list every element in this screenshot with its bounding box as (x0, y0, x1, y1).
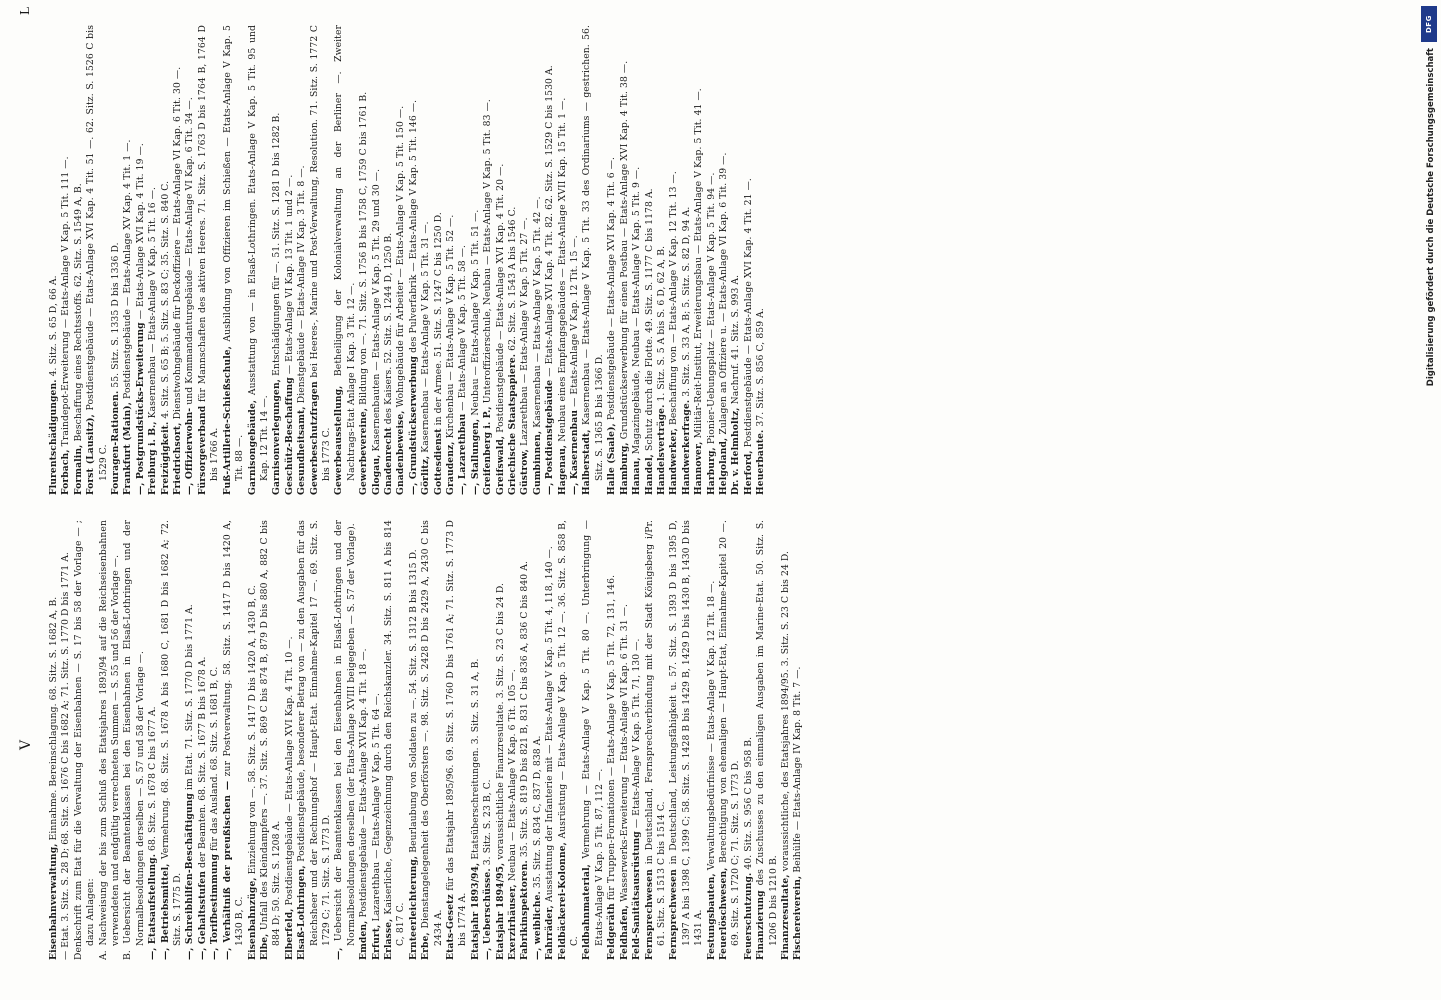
index-entry (433, 25, 445, 495)
index-keyword: Ernteerleichterung, (407, 855, 419, 960)
index-reference: Denkschrift zum Etat für die Verwaltung der Eisenbahnen — S. 17 bis 58 der Vorlage — ; dazu Anlagen: (72, 520, 97, 960)
index-keyword: Gnadenbeweise, (395, 410, 407, 495)
index-keyword: Handelsverträge. (655, 404, 667, 495)
index-reference: für Truppen-Formationen — Etats-Anlage V Kap. 5 Tit. 72, 131, 146. (606, 574, 618, 901)
index-reference: — Etats-Anlage V Kap. 5 Tit. 71, 130 —. (631, 638, 643, 829)
index-entry (271, 25, 283, 495)
index-keyword: Heuerbaute. (755, 429, 767, 495)
index-entry (383, 25, 395, 495)
index-entry (482, 25, 494, 495)
index-entry (48, 25, 60, 495)
index-reference: Ausbildung von Offizieren im Schießen — Etats-Anlage V Kap. 5 Tit. 88 —. (221, 25, 246, 481)
index-entry (408, 520, 420, 960)
index-keyword: Eisenbahnzüge, (246, 877, 258, 960)
index-keyword: Güstrow, (519, 448, 531, 495)
index-keyword: Erbe, (420, 932, 432, 960)
index-entry (358, 25, 370, 495)
index-reference: Postdienstgebäude — Etats-Anlage XV Kap. 4 Tit. 1 —. (122, 139, 134, 399)
index-reference: B. Uebersicht der Beamtenklassen bei den Eisenbahnen in Elsaß-Lothringen und der Normalbesoldungen derselben — S. 57 und 58 der Vorlage —. (122, 520, 146, 960)
index-keyword: Glogau, (370, 454, 382, 495)
index-keyword: —, Grundstückserwerbung (407, 355, 419, 495)
index-entry (557, 25, 569, 495)
index-keyword: —, Betriebsmittel, (159, 863, 171, 960)
index-reference: des Pulverfabrik — Etats-Anlage V Kap. 5 Tit. 146 —. (407, 99, 419, 353)
index-entry (209, 520, 221, 960)
index-reference: Entschädigungen für —. 51. Sitz. S. 1281 D bis 1282 B. (271, 112, 283, 376)
index-entry (309, 25, 334, 495)
index-keyword: Geschütz-Beschaffung (283, 377, 295, 495)
index-keyword: Helgoland, (717, 437, 729, 495)
index-keyword: Greifenberg i. P., (482, 406, 494, 495)
index-entry (581, 520, 606, 960)
index-reference: voraussichtliche Finanzresultate. 3. Sitz. S. 23 C bis 24 D. (494, 583, 506, 860)
index-entry (122, 25, 134, 495)
index-reference: Verwaltungsbedürfnisse — Etats-Anlage V Kap. 12 Tit. 18 —. (705, 580, 717, 871)
index-reference: voraussichtliche, des Etatsjahres 1894/95. 3. Sitz. S. 23 C bis 24 D. (779, 550, 791, 872)
index-keyword: Halle (Saale), (606, 423, 618, 495)
index-reference: Traindepot-Erweiterung — Etats-Anlage V Kap. 5 Tit. 111 —. (60, 156, 72, 447)
index-reference: Unteroffizierschule, Neubau — Etats-Anlage V Kap. 5 Tit. 83 —. (482, 99, 494, 404)
index-reference: des Kaisers. 52. Sitz. S. 1244 D, 1250 B. (382, 232, 394, 425)
index-reference: Postdienstgebäude — Etats-Anlage XVI Kap. 4 Tit. 18 —. (358, 648, 370, 918)
index-keyword: —, Stallungen, (469, 418, 481, 495)
index-keyword: —, Postgrundstücks-Erweiterung (134, 322, 146, 495)
index-keyword: Hannover, (693, 441, 705, 495)
index-keyword: Gottesdienst (432, 428, 444, 495)
index-entry (122, 520, 147, 960)
index-keyword: Herford, (742, 450, 754, 495)
index-entry (792, 520, 804, 960)
index-reference: des Zuschusses zu den einmaligen Ausgaben im Marine-Etat. 50. Sitz. S. 1206 D bis 1210 B. (755, 520, 779, 946)
index-entry (284, 25, 296, 495)
index-reference: Lazarethbau — Etats-Anlage V Kap. 5 Tit. 64 —. (370, 692, 382, 922)
index-entry (184, 25, 196, 495)
index-keyword: Fahrräder, (544, 905, 556, 960)
index-reference: Kirchenbau — Etats-Anlage V Kap. 5 Tit. 52 —. (445, 214, 456, 439)
index-entry (222, 520, 247, 960)
index-reference: Ausstattung von — in Elsaß-Lothringen. Etats-Anlage V Kap. 5 Tit. 95 und Kap. 12 Tit. 14 —. (246, 25, 270, 481)
index-keyword: Hagenau, (556, 444, 568, 495)
index-entry (668, 520, 705, 960)
index-reference: Postdienstgebäude — Etats-Anlage XVI Kap. 4 Tit. 20 —. (494, 163, 506, 433)
index-keyword: —, Torifbestimmung (209, 854, 221, 960)
index-reference: Einnahme. Bereinschlagung. 68. Sitz. S. 1682 A, B. (48, 596, 59, 841)
index-reference: 40. Sitz. S. 956 C bis 958 B. (742, 736, 754, 870)
index-reference: — Etats-Anlage VI Kap. 13 Tit. 1 und 2 —. (283, 174, 295, 375)
index-reference: 3. Sitz. S. 33 A, B; 5. Sitz. S. 82 D, 94 A. (680, 206, 692, 397)
index-reference: — Etats-Anlage V Kap. 12 Tit. 15 —. (569, 235, 581, 407)
index-reference: 4. Sitz. S. 65 D, 66 A. (48, 275, 59, 377)
index-keyword: Garnisongebäude, (246, 399, 258, 495)
index-keyword: Forst (Lausitz), (85, 414, 97, 495)
index-entry (631, 520, 643, 960)
index-entry (755, 520, 780, 960)
index-reference: 1. Sitz. S. 5 A bis S. 6 D, 62 A, B. (655, 245, 667, 402)
index-reference: für das Ausland. 68. Sitz. S. 1681 B, C. (209, 666, 221, 851)
index-entry (706, 25, 718, 495)
index-reference: Kasernenbau — Etats-Anlage V Kap. 5 Tit. 33 des Ordinariums — gestrichen. 56. Sitz. S. 1365 B bis 1366 D. (581, 25, 605, 481)
index-keyword: Forbach, (60, 449, 72, 495)
index-reference: — Etats-Anlage XVI Kap. 4 Tit. 19 —. (134, 143, 146, 320)
index-keyword: Feuerschutzung. (742, 872, 754, 960)
index-entry (395, 25, 407, 495)
index-reference: Einziehung von —. 58. Sitz. S. 1417 D bis 1420 A, 1430 B, C. (246, 585, 258, 875)
index-keyword: Handwerkerfrage. (680, 399, 692, 495)
index-entry (60, 25, 72, 495)
index-entry (619, 25, 631, 495)
index-reference: — Etat. 3. Sitz. S. 28 D; 68. Sitz. S. 1676 C bis 1682 A; 71. Sitz. S. 1770 D bis 1771 A. (60, 552, 72, 960)
index-reference: Beschaffung eines Rechtsstoffs. 62. Sitz. S. 1549 A, B. (72, 183, 84, 442)
index-entry (420, 25, 432, 495)
index-entry (259, 520, 284, 960)
index-entry (184, 520, 196, 960)
index-entry (147, 520, 159, 960)
index-reference: A. Nachweisung der bis zum Schluß des Etatsjahres 1893/94 auf die Reichseisenbahnen verwendeten und endgültig verrechneten Summen — S. 55 und 56 der Vorlage —. (97, 520, 122, 960)
index-entry (247, 25, 272, 495)
index-keyword: Feldbäckerei-Kolonne, (556, 842, 568, 960)
index-keyword: Harburg, (705, 447, 717, 495)
index-entry (644, 520, 669, 960)
index-reference: Kasernenbau — Etats-Anlage V Kap. 5 Tit. 16 —. (147, 186, 159, 419)
index-reference: Kasernenbau — Etats-Anlage V Kap. 5 Tit. 31 —. (420, 221, 432, 453)
index-entry (606, 520, 618, 960)
index-entry (495, 520, 507, 960)
index-reference: Dienstangelegenheit des Oberförsters —. 98. Sitz. S. 2428 D bis 2429 A, 2430 C bis 2434 A. (420, 520, 444, 946)
index-reference: Ausrüstung — Etats-Anlage V Kap. 5 Tit. 12 —. 36. Sitz. S. 858 B, C. (556, 520, 581, 946)
index-reference: Postdienstgebäude — Etats-Anlage XVI Kap. 4 Tit. 51 —. 62. Sitz. S. 1526 C bis 1529 C. (85, 24, 109, 481)
index-reference: Betheiligung der Kolonialverwaltung an der Berliner —. Zweiter Nachtrags-Etat Anlage I Kap. 3 Tit. 12 —. (333, 25, 357, 481)
index-reference: Zulagen an Offiziere u. — Etats-Anlage VI Kap. 6 Tit. 39 —. (717, 152, 729, 435)
index-entry (197, 25, 222, 495)
index-reference: Neubau eines Empfangsgebäudes — Etats-Anlage XVII Kap. 15 Tit. 1 —. (556, 97, 568, 442)
index-entry (519, 25, 531, 495)
index-entry (383, 520, 408, 960)
index-reference: Wasserwerks-Erweiterung — Etats-Anlage VI Kap. 6 Tit. 31 —. (618, 603, 630, 902)
index-reference: Beschaffung von — Etats-Anlage V Kap. 12 Tit. 13 —. (668, 171, 680, 425)
index-entry (284, 520, 296, 960)
index-keyword: Griechische Staatspapiere. (507, 353, 519, 495)
index-reference: — Etats-Anlage XVI Kap. 4 Tit. 82. 62. Sitz. S. 1529 C bis 1530 A. (544, 65, 556, 377)
index-keyword: Handwerker, (668, 427, 680, 495)
index-keyword: Handel, (643, 454, 655, 495)
index-keyword: Flurentschädigungen. (48, 379, 59, 495)
index-entry (172, 25, 184, 495)
index-keyword: —, Etatsaufstellung. (147, 853, 159, 960)
index-entry (693, 25, 705, 495)
index-keyword: Halberstadt, (581, 429, 593, 495)
index-reference: Etatsüberschreitungen. 3. Sitz. S. 31 A, B. (469, 658, 481, 860)
index-reference: bei Heeres-, Marine und Post-Verwaltung, Resolution. 71. Sitz. S. 1772 C bis 1773 C. (308, 25, 332, 481)
index-entry (706, 520, 718, 960)
index-entry (507, 25, 519, 495)
index-reference: Vermehrung. 68. Sitz. S. 1678 A bis 1680 C, 1681 D bis 1682 A; 72. Sitz. S. 1775 D. (159, 520, 184, 946)
index-reference: für das Etatsjahr 1895/96. 69. Sitz. S. 1760 D bis 1761 A; 71. Sitz. S. 1773 D bis 1774 A. (445, 520, 469, 946)
index-reference: Pionier-Uebungsplatz — Etats-Anlage V Kap. 5 Tit. 94 —. (705, 172, 717, 445)
index-entry (60, 520, 72, 960)
index-reference: 55. Sitz. S. 1335 D bis 1336 D. (110, 242, 122, 388)
index-reference: 35. Sitz. S. 819 D bis 821 B, 831 C bis 836 A, 836 C bis 840 A. (519, 560, 531, 858)
index-keyword: Garnisonverlegungen, (271, 378, 283, 495)
index-keyword: Fürsorgeverband (196, 405, 208, 495)
index-reference: Kasernenbauten — Etats-Anlage V Kap. 5 Tit. 29 und 30 —. (370, 168, 382, 452)
index-reference: Postdienstgebäude — Etats-Anlage XVI Kap. 4 Tit. 21 —. (742, 178, 754, 448)
index-keyword: Elbe, (258, 933, 270, 960)
index-keyword: Feldbahnmaterial, (581, 864, 593, 960)
index-reference: 35. Sitz. S. 834 C, 837 D, 838 A. (531, 735, 543, 889)
index-entry (247, 520, 259, 960)
index-entry (606, 25, 618, 495)
index-column-right (48, 25, 768, 495)
index-entry (48, 520, 60, 960)
index-entry (470, 25, 482, 495)
index-reference: Bildung von —. 71. Sitz. S. 1756 B bis 1758 C, 1759 C bis 1761 B. (358, 91, 370, 405)
index-reference: 62. Sitz. S. 1543 A bis 1546 C. (507, 206, 519, 351)
index-keyword: —, Verhältniß der preußischen — (221, 780, 233, 960)
index-entry (420, 520, 445, 960)
index-reference: Unfall des Kleindampfers —. 37. Sitz. S. 869 C bis 874 B, 879 D bis 880 A, 882 C bis 884 D; 50. Sitz. S. 1208 A. (258, 520, 283, 946)
index-entry (85, 25, 110, 495)
index-keyword: Graudenz, (445, 441, 456, 495)
index-reference: für Mannschaften des aktiven Heeres. 71. Sitz. S. 1763 D bis 1764 B, 1764 D bis 1766 A. (196, 25, 221, 481)
index-reference: Postdienstgebäude, besonderer Betrag von — zu den Ausgaben für das Reichsheer und der Rechnungshof — Haupt-Etat. Einnahme-Kapitel 17 —. 69. Sitz. S. 1729 C; 71. Sitz. S. 1773 D. (296, 520, 332, 946)
index-entry (482, 520, 494, 960)
index-reference: Kasernenbau — Etats-Anlage V Kap. 5 Tit. 42 —. (531, 196, 543, 428)
index-entry (544, 520, 556, 960)
digitization-notice: Digitalisierung gefördert durch die Deutsche Forschungsgemeinschaft (1426, 48, 1436, 387)
index-entry (160, 25, 172, 495)
index-keyword: Eisenbahnverwaltung, (48, 843, 59, 960)
index-reference: Dienstgebäude — Etats-Anlage IV Kap. 3 Tit. 8 —. (296, 165, 308, 404)
index-entry (296, 25, 308, 495)
index-reference: zur Postverwaltung. 58. Sitz. S. 1417 D bis 1420 A, 1430 B, C. (221, 519, 246, 946)
index-keyword: Fouragen-Rationen. (110, 390, 122, 495)
index-reference: Beurlaubung von Soldaten zu —. 54. Sitz. S. 1312 B bis 1315 D. (407, 549, 419, 853)
index-entry (495, 25, 507, 495)
index-entry (135, 25, 147, 495)
index-keyword: Gnadenrecht (382, 427, 394, 495)
index-keyword: Gumbinnen, (531, 430, 543, 495)
index-entry (519, 520, 531, 960)
index-reference: Kaiserliche, Gegenzeichnung durch den Reichskanzler. 34. Sitz. S. 811 A bis 814 C, 817 C. (382, 520, 407, 946)
index-keyword: Erfurt, (370, 924, 382, 960)
index-entry (644, 25, 656, 495)
index-keyword: Hanau, (631, 457, 643, 495)
index-entry (457, 25, 469, 495)
index-keyword: —, weibliche. (531, 891, 543, 960)
index-keyword: Fischereiverein, (792, 875, 804, 960)
index-reference: Neubau — Etats-Anlage V Kap. 5 Tit. 51 —. (469, 209, 481, 416)
index-reference: der Beamten. 68. Sitz. S. 1677 B bis 1678 A. (196, 656, 208, 868)
index-keyword: Fernsprechwesen (668, 869, 680, 960)
index-entry (408, 25, 420, 495)
index-entry (73, 25, 85, 495)
index-entry (730, 25, 742, 495)
index-entry (296, 520, 333, 960)
index-reference: Neubau — Etats-Anlage V Kap. 6 Tit. 105 —. (507, 669, 519, 882)
index-keyword: Emden, (358, 920, 370, 960)
index-entry (780, 520, 792, 960)
index-keyword: Formalin, (72, 444, 84, 495)
index-entry (544, 25, 556, 495)
index-keyword: Elberfeld, (283, 908, 295, 960)
index-keyword: —, Ueberschüsse. (482, 868, 494, 960)
index-entry (718, 520, 743, 960)
index-reference: 68. Sitz. S. 1678 C bis 1677 A. (147, 706, 159, 851)
index-entry (73, 520, 98, 960)
index-reference: Magazingebäude, Neubau — Etats-Anlage V Kap. 5 Tit. 9 —. (631, 166, 643, 455)
index-keyword: Fabrikinspektoren. (519, 860, 531, 960)
index-keyword: Frankfurt (Main), (122, 401, 134, 495)
index-entry (581, 25, 606, 495)
index-reference: im Etat. 71. Sitz. S. 1770 D bis 1771 A. (184, 604, 196, 791)
index-reference: 4. Sitz. S. 65 B; 5. Sitz. S. 83 C; 35. Sitz. S. 840 C. (159, 180, 171, 419)
index-reference: Schutz durch die Flotte. 49. Sitz. S. 1177 C bis 1178 A. (643, 188, 655, 451)
index-keyword: Gewerbeausstellung, (333, 385, 345, 495)
index-keyword: Finanzresultate, (779, 874, 791, 960)
index-entry (755, 25, 767, 495)
index-entry (656, 25, 668, 495)
index-entry (371, 25, 383, 495)
index-keyword: —, Lazarethbau (457, 413, 469, 495)
index-entry (160, 520, 185, 960)
index-entry (532, 25, 544, 495)
index-keyword: —, Schreibhilfen-Beschäftigung (184, 793, 196, 960)
index-entry (445, 520, 470, 960)
index-column-left (48, 520, 805, 960)
index-keyword: Etatsjahr 1894/95, (494, 862, 506, 960)
index-keyword: Feuerlöschwesen, (717, 867, 729, 960)
index-reference: Berechtigung von ehemaligen — Haupt-Etat, Einnahme-Kapitel 20 —. 69. Sitz. S. 1720 C; 71. Sitz. S. 1773 D. (717, 520, 742, 946)
index-reference: in der Armee. 51. Sitz. S. 1247 C bis 1250 D. (432, 212, 444, 426)
index-entry (718, 25, 730, 495)
index-entry (631, 25, 643, 495)
index-keyword: Görlitz, (420, 455, 432, 495)
index-reference: — Etats-Anlage V Kap. 5 Tit. 58 —. (457, 244, 469, 411)
index-keyword: Exerzirhäuser, (507, 884, 519, 960)
page-mark-right: L (18, 7, 32, 15)
index-reference: und Kommandanturgebäude — Etats-Anlage VI Kap. 6 Tit. 34 —. (184, 97, 196, 405)
index-entry (619, 520, 631, 960)
index-entry (557, 520, 582, 960)
index-keyword: —, Postdienstgebäude (544, 379, 556, 495)
index-reference: Beihülfe — Etats-Anlage IV Kap. 8 Tit. 7 —. (792, 666, 804, 873)
index-keyword: Freizügigkeit. (159, 421, 171, 495)
index-reference: Dienstwohngebäude für Deckoffiziere — Etats-Anlage VI Kap. 6 Tit. 30 —. (172, 66, 184, 420)
index-keyword: —, Kasernenbau (569, 409, 581, 495)
index-reference: Grundstückserwerbung für einen Postbau — Etats-Anlage XVI Kap. 4 Tit. 38 —. (618, 60, 630, 440)
index-entry (358, 520, 370, 960)
index-entry (371, 520, 383, 960)
index-entry (98, 520, 123, 960)
index-keyword: —, (333, 947, 345, 960)
index-entry (507, 520, 519, 960)
index-keyword: Freiburg i. B., (147, 421, 159, 495)
index-entry (147, 25, 159, 495)
index-keyword: Greifswald, (494, 435, 506, 495)
index-reference: 3. Sitz. S. 23 B, C. (482, 779, 494, 866)
index-keyword: Gesundheitsamt, (296, 406, 308, 495)
index-reference: Nachruf. 41. Sitz. S. 993 A. (730, 274, 742, 405)
index-entry (222, 25, 247, 495)
index-reference: in Deutschland, Fernsprechverbindung mit der Stadt Königsberg i/Pr. 61. Sitz. S. 1513 C bis 1514 C. (643, 520, 667, 946)
index-entry (470, 520, 482, 960)
index-keyword: Fernsprechwesen (643, 869, 655, 960)
index-keyword: Feldgeräth (606, 903, 618, 960)
digitization-stamp (1415, 0, 1441, 700)
index-keyword: Hamburg, (618, 442, 630, 495)
index-entry (333, 520, 358, 960)
index-reference: Militär-Reit-Institut, Erweiterungsbau — Etats-Anlage V Kap. 5 Tit. 41 —. (693, 88, 705, 439)
rotated-index-page (8, 0, 1418, 1000)
index-keyword: Friedrichsort, (172, 422, 184, 495)
index-entry (743, 25, 755, 495)
index-reference: 37. Sitz. S. 856 C, 859 A. (755, 308, 767, 427)
index-entry (681, 25, 693, 495)
index-entry (333, 25, 358, 495)
index-entry (445, 25, 457, 495)
index-reference: Uebersicht der Beamtenklassen bei den Eisenbahnen in Elsaß-Lothringen und der Normalbesoldungen derselben (der Etats-Anlage XVIII beigegeben — S. 57 der Vorlage). (333, 520, 357, 946)
index-reference: Ausstattung der Infanterie mit — Etats-Anlage V Kap. 5 Tit. 4, 118, 140 —. (544, 546, 556, 903)
index-keyword: Dr. v. Helmholtz, (730, 407, 742, 495)
index-reference: Postdienstgebäude — Etats-Anlage XVI Kap. 4 Tit. 6 —. (606, 156, 618, 421)
index-keyword: Etatsjahr 1893/94, (469, 862, 481, 960)
index-keyword: Feld-Sanitätsausrüstung (631, 831, 643, 960)
index-entry (110, 25, 122, 495)
index-entry (197, 520, 209, 960)
index-reference: Wohngebäude für Arbeiter — Etats-Anlage V Kap. 5 Tit. 150 —. (395, 105, 407, 408)
index-reference: Vermehrung — Etats-Anlage V Kap. 5 Tit. 80 —. Unterbringung — Etats-Anlage V Kap. 5 Tit. 87, 112 —. (581, 520, 605, 946)
index-keyword: Etats-Gesetz (445, 894, 456, 960)
index-keyword: Elsaß-Lothringen, (296, 865, 308, 960)
dfg-logo-icon: DFG (1421, 6, 1437, 42)
page-mark-left: V (18, 739, 34, 750)
index-entry (668, 25, 680, 495)
index-keyword: Gewerbeschutzfragen (308, 381, 320, 495)
index-entry (569, 25, 581, 495)
index-keyword: Finanzierung (755, 890, 767, 960)
index-keyword: Feldhafen, (618, 904, 630, 960)
index-reference: in Deutschland, Leistungsfähigkeit u. 57. Sitz. S. 1393 D bis 1395 D, 1397 A bis 1398 C, 1399 C; 58. Sitz. S. 1428 B bis 1429 B, 1429 D bis 1430 B, 1430 D bis 1431 A. (668, 520, 705, 946)
index-keyword: —, Gehaltsstufen (196, 871, 208, 960)
index-entry (743, 520, 755, 960)
index-keyword: —, Offizierwohn- (184, 407, 196, 495)
index-keyword: Fuß-Artillerie-Schießschule, (221, 345, 233, 495)
index-entry (532, 520, 544, 960)
index-reference: Postdienstgebäude — Etats-Anlage XVI Kap. 4 Tit. 10 —. (283, 636, 295, 906)
index-reference: Lazarethbau — Etats-Anlage V Kap. 5 Tit. 27 —. (519, 217, 531, 446)
index-keyword: Gewerbevereine, (358, 407, 370, 495)
index-keyword: Erlasse, (382, 918, 394, 960)
index-keyword: Festungsbauten, (705, 873, 717, 960)
